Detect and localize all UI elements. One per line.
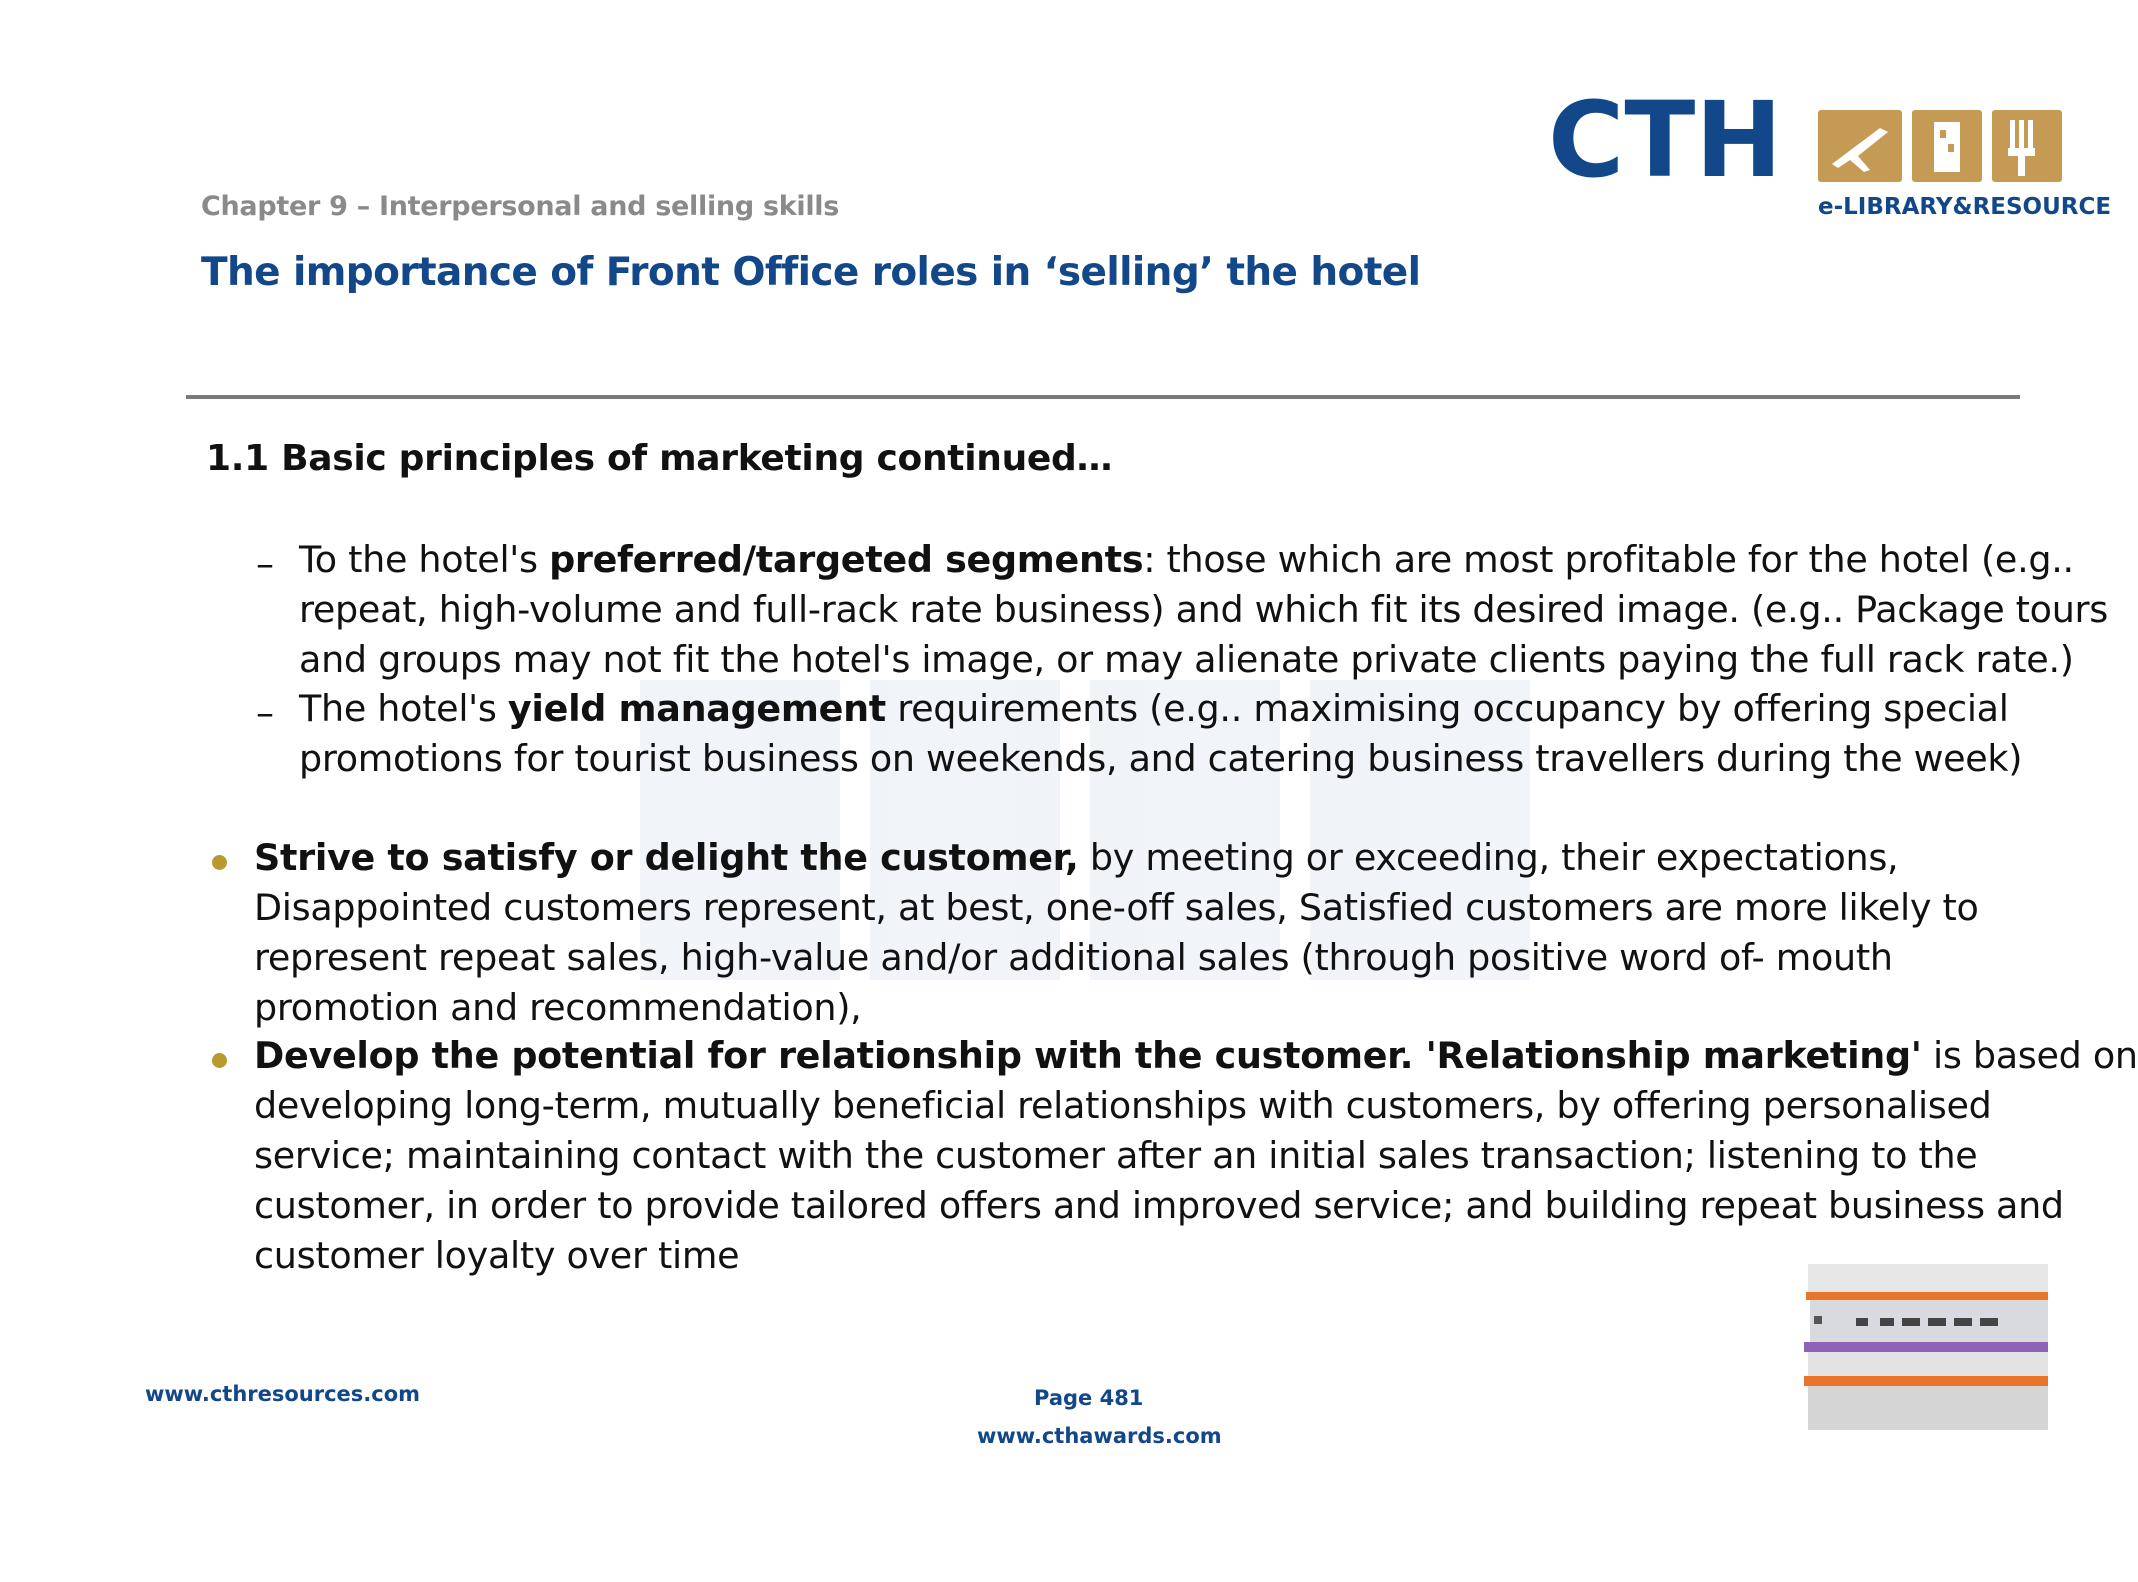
logo-brand-text: CTH: [1548, 79, 1783, 201]
bullet-item-2-line-5: customer loyalty over time: [254, 1234, 740, 1277]
dash-item-2-line-2: promotions for tourist business on weekends, and catering business travellers during the week): [299, 737, 2023, 780]
bullet-item-2-line-4: customer, in order to provide tailored offers and improved service; and building repeat business and: [254, 1184, 2064, 1227]
bullet-item-1-line-1: Strive to satisfy or delight the customer, by meeting or exceeding, their expectations,: [254, 836, 1899, 879]
bullet-item-1-line-2: Disappointed customers represent, at best, one-off sales, Satisfied customers are more likely to: [254, 886, 1979, 929]
dash-item-1-line-3: and groups may not fit the hotel's image, or may alienate private clients paying the full rack rate.): [299, 638, 2074, 681]
dash-item-1-line-2: repeat, high-volume and full-rack rate business) and which fit its desired image. (e.g.. Package tours: [299, 588, 2108, 631]
bullet-item-2-line-1: Develop the potential for relationship with the customer. 'Relationship marketing' is based on: [254, 1034, 2138, 1077]
footer-awards-link[interactable]: www.cthawards.com: [977, 1424, 1222, 1448]
bullet-marker: [212, 1053, 227, 1068]
page-number: Page 481: [1034, 1386, 1144, 1410]
page-title: The importance of Front Office roles in ‘selling’ the hotel: [201, 250, 1421, 295]
logo-subtitle: e-LIBRARY&RESOURCE: [1818, 194, 2112, 220]
footer-resources-link[interactable]: www.cthresources.com: [145, 1382, 421, 1406]
cth-logo: [1548, 79, 2112, 224]
dash-item-1-line-1: To the hotel's preferred/targeted segments: those which are most profitable for the hotel (e.g..: [299, 538, 2074, 581]
dash-marker: –: [256, 693, 274, 734]
airplane-icon: [1818, 110, 1902, 182]
section-heading: 1.1 Basic principles of marketing continued…: [206, 438, 1113, 479]
bullet-marker: [212, 855, 227, 870]
bullet-item-1-line-4: promotion and recommendation),: [254, 986, 862, 1029]
fork-icon: [1992, 110, 2062, 182]
dash-marker: –: [256, 544, 274, 585]
bullet-item-1-line-3: represent repeat sales, high-value and/or additional sales (through positive word of- mouth: [254, 936, 1893, 979]
chapter-heading: Chapter 9 – Interpersonal and selling skills: [201, 191, 840, 222]
header-divider: [186, 395, 2020, 399]
bullet-item-2-line-2: developing long-term, mutually beneficial relationships with customers, by offering personalised: [254, 1084, 1992, 1127]
laptop-stack-image: [1802, 1262, 2048, 1432]
dash-item-2-line-1: The hotel's yield management requirements (e.g.. maximising occupancy by offering special: [299, 687, 2009, 730]
bullet-item-2-line-3: service; maintaining contact with the customer after an initial sales transaction; listening to the: [254, 1134, 1978, 1177]
building-icon: [1912, 110, 1982, 182]
